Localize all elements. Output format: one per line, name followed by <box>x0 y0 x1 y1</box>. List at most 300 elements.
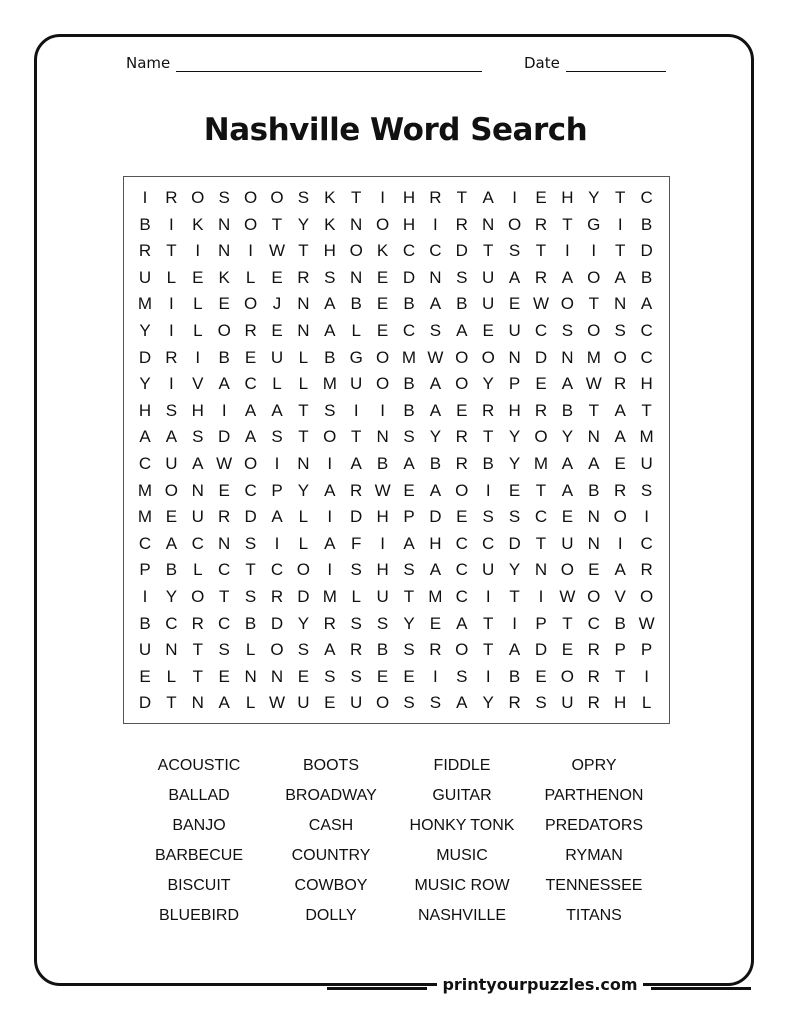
grid-letter[interactable]: P <box>535 613 547 633</box>
grid-letter[interactable]: D <box>138 347 152 367</box>
grid-letter[interactable]: E <box>218 294 230 314</box>
grid-letter[interactable]: W <box>559 587 576 606</box>
grid-letter[interactable]: C <box>482 533 495 553</box>
grid-letter[interactable]: I <box>485 666 491 686</box>
grid-letter[interactable]: I <box>274 454 280 473</box>
grid-letter[interactable]: S <box>350 560 362 580</box>
grid-letter[interactable]: V <box>192 374 204 394</box>
grid-letter[interactable]: A <box>218 693 230 713</box>
grid-letter[interactable]: R <box>297 267 310 287</box>
grid-letter[interactable]: K <box>376 241 389 261</box>
grid-letter[interactable]: D <box>640 241 653 261</box>
grid-letter[interactable]: O <box>560 560 574 580</box>
grid-letter[interactable]: M <box>137 507 153 527</box>
grid-letter[interactable]: R <box>455 427 468 447</box>
grid-letter[interactable]: E <box>588 560 600 580</box>
grid-letter[interactable]: A <box>271 507 283 527</box>
name-line[interactable] <box>176 59 482 72</box>
grid-letter[interactable]: A <box>324 533 336 553</box>
grid-letter[interactable]: O <box>217 321 231 340</box>
grid-letter[interactable]: B <box>139 214 151 234</box>
grid-letter[interactable]: S <box>429 693 442 713</box>
grid-letter[interactable]: L <box>272 374 282 394</box>
grid-letter[interactable]: D <box>297 587 310 606</box>
grid-letter[interactable]: T <box>614 666 626 686</box>
grid-letter[interactable]: O <box>270 188 284 207</box>
grid-letter[interactable]: H <box>561 188 574 207</box>
grid-letter[interactable]: S <box>614 321 626 340</box>
grid-letter[interactable]: Y <box>139 374 151 394</box>
grid-letter[interactable]: O <box>243 214 258 234</box>
grid-letter[interactable]: S <box>218 188 230 207</box>
grid-letter[interactable]: R <box>534 214 548 234</box>
grid-letter[interactable]: A <box>429 294 442 314</box>
grid-letter[interactable]: I <box>617 533 623 553</box>
grid-letter[interactable]: O <box>270 640 284 660</box>
grid-letter[interactable]: A <box>218 374 230 394</box>
grid-letter[interactable]: L <box>298 507 309 527</box>
grid-letter[interactable]: B <box>244 613 257 633</box>
grid-letter[interactable]: T <box>350 427 362 447</box>
grid-letter[interactable]: I <box>142 188 148 207</box>
grid-letter[interactable]: S <box>535 693 547 713</box>
grid-letter[interactable]: K <box>218 267 230 287</box>
grid-letter[interactable]: I <box>565 241 570 261</box>
grid-letter[interactable]: M <box>137 480 153 500</box>
grid-letter[interactable]: L <box>351 587 361 606</box>
grid-letter[interactable]: E <box>218 480 230 500</box>
grid-letter[interactable]: I <box>380 533 385 553</box>
grid-letter[interactable]: R <box>534 400 548 420</box>
grid-letter[interactable]: C <box>244 374 257 394</box>
grid-letter[interactable]: B <box>139 613 151 633</box>
grid-letter[interactable]: O <box>296 560 310 580</box>
grid-letter[interactable]: S <box>350 666 362 686</box>
grid-letter[interactable]: T <box>588 400 599 420</box>
grid-letter[interactable]: T <box>482 640 494 660</box>
grid-letter[interactable]: Y <box>139 321 151 340</box>
grid-letter[interactable]: N <box>165 640 178 660</box>
grid-letter[interactable]: R <box>270 587 284 606</box>
grid-letter[interactable]: R <box>165 347 178 367</box>
grid-letter[interactable]: T <box>482 241 494 261</box>
grid-letter[interactable]: I <box>221 400 227 420</box>
grid-letter[interactable]: L <box>298 533 309 553</box>
grid-letter[interactable]: T <box>562 214 573 234</box>
grid-letter[interactable]: C <box>455 560 468 580</box>
grid-letter[interactable]: S <box>456 666 468 686</box>
grid-letter[interactable]: C <box>191 533 204 553</box>
grid-letter[interactable]: B <box>456 294 468 314</box>
grid-letter[interactable]: E <box>324 693 336 713</box>
grid-letter[interactable]: Y <box>297 613 310 633</box>
grid-letter[interactable]: I <box>485 480 491 500</box>
grid-letter[interactable]: A <box>614 560 626 580</box>
grid-letter[interactable]: A <box>561 374 574 394</box>
grid-letter[interactable]: U <box>270 347 284 367</box>
grid-letter[interactable]: T <box>350 188 362 207</box>
grid-letter[interactable]: S <box>324 666 336 686</box>
grid-letter[interactable]: U <box>561 693 574 713</box>
grid-letter[interactable]: U <box>482 560 495 580</box>
grid-letter[interactable]: E <box>508 480 521 500</box>
grid-letter[interactable]: S <box>271 427 283 447</box>
grid-letter[interactable]: C <box>218 560 231 580</box>
grid-letter[interactable]: H <box>323 241 336 261</box>
grid-letter[interactable]: O <box>455 374 469 394</box>
grid-letter[interactable]: S <box>218 640 230 660</box>
grid-letter[interactable]: B <box>376 640 389 660</box>
grid-letter[interactable]: T <box>614 188 626 207</box>
grid-letter[interactable]: A <box>244 400 257 420</box>
grid-letter[interactable]: E <box>244 347 257 367</box>
grid-letter[interactable]: T <box>192 666 203 686</box>
grid-letter[interactable]: W <box>216 454 233 473</box>
grid-letter[interactable]: A <box>508 267 521 287</box>
grid-letter[interactable]: A <box>640 294 653 314</box>
grid-letter[interactable]: B <box>218 347 230 367</box>
grid-letter[interactable]: Y <box>508 427 521 447</box>
grid-letter[interactable]: O <box>191 188 205 207</box>
grid-letter[interactable]: I <box>327 507 333 527</box>
grid-letter[interactable]: A <box>588 454 600 473</box>
grid-letter[interactable]: A <box>456 321 468 340</box>
grid-letter[interactable]: K <box>192 214 204 234</box>
grid-letter[interactable]: O <box>639 587 654 606</box>
grid-letter[interactable]: R <box>508 693 521 713</box>
grid-letter[interactable]: O <box>587 321 601 340</box>
grid-letter[interactable]: B <box>324 347 336 367</box>
grid-letter[interactable]: R <box>429 188 442 207</box>
grid-letter[interactable]: Y <box>297 214 310 234</box>
grid-letter[interactable]: G <box>587 214 601 234</box>
grid-letter[interactable]: R <box>244 321 257 340</box>
grid-letter[interactable]: M <box>533 454 549 473</box>
grid-letter[interactable]: U <box>191 507 204 527</box>
grid-letter[interactable]: R <box>587 666 600 686</box>
grid-letter[interactable]: N <box>587 533 600 553</box>
grid-letter[interactable]: B <box>403 374 415 394</box>
grid-letter[interactable]: S <box>244 587 257 606</box>
grid-letter[interactable]: E <box>561 640 574 660</box>
grid-letter[interactable]: D <box>429 507 442 527</box>
grid-letter[interactable]: S <box>297 640 310 660</box>
grid-letter[interactable]: N <box>561 347 574 367</box>
grid-letter[interactable]: A <box>192 454 204 473</box>
grid-letter[interactable]: H <box>402 188 416 207</box>
grid-letter[interactable]: E <box>614 454 626 473</box>
grid-letter[interactable]: R <box>350 480 363 500</box>
grid-letter[interactable]: A <box>561 480 574 500</box>
grid-letter[interactable]: A <box>456 693 468 713</box>
grid-letter[interactable]: N <box>218 214 231 234</box>
grid-letter[interactable]: H <box>376 507 389 527</box>
grid-letter[interactable]: E <box>165 507 178 527</box>
grid-letter[interactable]: Y <box>165 587 178 606</box>
grid-letter[interactable]: Y <box>297 480 310 500</box>
grid-letter[interactable]: J <box>272 294 282 314</box>
grid-letter[interactable]: N <box>350 214 363 234</box>
grid-letter[interactable]: P <box>640 640 653 660</box>
grid-letter[interactable]: A <box>456 613 468 633</box>
grid-letter[interactable]: N <box>297 294 310 314</box>
grid-letter[interactable]: W <box>585 374 602 394</box>
grid-letter[interactable]: E <box>403 666 415 686</box>
grid-letter[interactable]: O <box>534 427 548 447</box>
grid-letter[interactable]: T <box>562 613 573 633</box>
grid-letter[interactable]: O <box>375 374 390 394</box>
grid-letter[interactable]: I <box>248 241 253 261</box>
grid-letter[interactable]: C <box>587 613 600 633</box>
grid-letter[interactable]: I <box>433 214 438 234</box>
grid-letter[interactable]: I <box>142 587 148 606</box>
grid-letter[interactable]: C <box>270 560 284 580</box>
grid-letter[interactable]: D <box>138 693 152 713</box>
grid-letter[interactable]: M <box>137 294 153 314</box>
grid-letter[interactable]: T <box>509 587 520 606</box>
grid-letter[interactable]: I <box>591 241 597 261</box>
grid-letter[interactable]: U <box>138 640 152 660</box>
grid-letter[interactable]: S <box>640 480 653 500</box>
grid-letter[interactable]: C <box>455 533 468 553</box>
grid-letter[interactable]: S <box>297 188 310 207</box>
grid-letter[interactable]: T <box>403 587 415 606</box>
grid-letter[interactable]: R <box>614 480 627 500</box>
grid-letter[interactable]: D <box>244 507 257 527</box>
grid-letter[interactable]: O <box>164 480 178 500</box>
grid-letter[interactable]: E <box>535 666 547 686</box>
grid-letter[interactable]: S <box>192 427 204 447</box>
grid-letter[interactable]: P <box>271 480 283 500</box>
grid-letter[interactable]: R <box>482 400 495 420</box>
grid-letter[interactable]: W <box>268 241 286 261</box>
grid-letter[interactable]: A <box>139 427 151 447</box>
grid-letter[interactable]: A <box>614 267 626 287</box>
grid-letter[interactable]: L <box>245 267 256 287</box>
grid-letter[interactable]: I <box>195 241 201 261</box>
grid-letter[interactable]: B <box>614 613 626 633</box>
grid-letter[interactable]: O <box>375 693 390 713</box>
grid-letter[interactable]: A <box>165 427 178 447</box>
grid-letter[interactable]: R <box>455 454 468 473</box>
grid-letter[interactable]: W <box>427 347 444 367</box>
grid-letter[interactable]: L <box>166 267 177 287</box>
grid-letter[interactable]: O <box>323 427 337 447</box>
grid-letter[interactable]: C <box>402 321 416 340</box>
grid-letter[interactable]: N <box>376 427 389 447</box>
grid-letter[interactable]: H <box>191 400 204 420</box>
grid-letter[interactable]: Y <box>482 374 494 394</box>
grid-letter[interactable]: L <box>245 693 256 713</box>
grid-letter[interactable]: I <box>512 188 517 207</box>
grid-letter[interactable]: A <box>614 400 626 420</box>
grid-letter[interactable]: C <box>218 613 231 633</box>
grid-letter[interactable]: A <box>508 640 521 660</box>
grid-letter[interactable]: E <box>376 321 389 340</box>
grid-letter[interactable]: A <box>324 321 336 340</box>
grid-letter[interactable]: F <box>350 533 362 553</box>
grid-letter[interactable]: O <box>455 480 469 500</box>
grid-letter[interactable]: A <box>324 640 336 660</box>
grid-letter[interactable]: T <box>641 400 652 420</box>
grid-letter[interactable]: I <box>327 454 333 473</box>
grid-letter[interactable]: E <box>561 507 574 527</box>
grid-letter[interactable]: N <box>191 480 204 500</box>
grid-letter[interactable]: A <box>482 188 494 207</box>
grid-letter[interactable]: E <box>456 400 468 420</box>
grid-letter[interactable]: O <box>191 587 205 606</box>
grid-letter[interactable]: M <box>322 374 337 394</box>
grid-letter[interactable]: S <box>244 533 257 553</box>
grid-letter[interactable]: A <box>403 454 415 473</box>
grid-letter[interactable]: I <box>433 666 438 686</box>
grid-letter[interactable]: B <box>508 666 521 686</box>
grid-letter[interactable]: H <box>640 374 653 394</box>
grid-letter[interactable]: R <box>587 693 600 713</box>
grid-letter[interactable]: N <box>297 321 310 340</box>
grid-letter[interactable]: M <box>322 587 337 606</box>
grid-letter[interactable]: C <box>138 454 152 473</box>
grid-letter[interactable]: P <box>403 507 415 527</box>
grid-letter[interactable]: P <box>614 640 626 660</box>
grid-letter[interactable]: I <box>644 507 649 527</box>
grid-letter[interactable]: D <box>402 267 416 287</box>
grid-letter[interactable]: U <box>508 321 521 340</box>
grid-letter[interactable]: N <box>218 241 231 261</box>
grid-letter[interactable]: T <box>456 188 467 207</box>
grid-letter[interactable]: S <box>482 507 494 527</box>
grid-letter[interactable]: H <box>429 533 442 553</box>
grid-letter[interactable]: A <box>324 480 336 500</box>
grid-letter[interactable]: I <box>169 374 174 394</box>
grid-letter[interactable]: U <box>297 693 310 713</box>
grid-letter[interactable]: E <box>429 613 442 633</box>
grid-letter[interactable]: H <box>402 214 416 234</box>
grid-letter[interactable]: T <box>482 613 494 633</box>
grid-letter[interactable]: S <box>403 560 415 580</box>
grid-letter[interactable]: C <box>534 321 548 340</box>
grid-letter[interactable]: N <box>350 267 363 287</box>
grid-letter[interactable]: S <box>324 267 336 287</box>
grid-letter[interactable]: E <box>403 480 415 500</box>
grid-letter[interactable]: Y <box>403 613 415 633</box>
grid-letter[interactable]: C <box>429 241 442 261</box>
grid-letter[interactable]: A <box>561 267 574 287</box>
grid-letter[interactable]: T <box>298 400 309 420</box>
grid-letter[interactable]: T <box>298 427 309 447</box>
grid-letter[interactable]: N <box>587 427 600 447</box>
grid-letter[interactable]: N <box>429 267 442 287</box>
grid-letter[interactable]: P <box>508 374 521 394</box>
grid-letter[interactable]: E <box>456 507 468 527</box>
grid-letter[interactable]: N <box>508 347 521 367</box>
grid-letter[interactable]: C <box>640 188 653 207</box>
grid-letter[interactable]: S <box>403 693 415 713</box>
grid-letter[interactable]: D <box>455 241 468 261</box>
grid-letter[interactable]: R <box>587 640 600 660</box>
grid-letter[interactable]: I <box>380 188 385 207</box>
grid-letter[interactable]: W <box>268 693 286 713</box>
grid-letter[interactable]: S <box>350 613 362 633</box>
grid-letter[interactable]: U <box>482 267 495 287</box>
grid-letter[interactable]: O <box>349 241 363 261</box>
grid-letter[interactable]: B <box>482 454 494 473</box>
grid-letter[interactable]: A <box>614 427 626 447</box>
grid-letter[interactable]: K <box>324 188 336 207</box>
grid-letter[interactable]: L <box>193 321 203 340</box>
grid-letter[interactable]: O <box>375 347 390 367</box>
grid-letter[interactable]: K <box>324 214 336 234</box>
grid-letter[interactable]: N <box>614 294 627 314</box>
grid-letter[interactable]: E <box>192 267 204 287</box>
grid-letter[interactable]: C <box>640 347 653 367</box>
grid-letter[interactable]: E <box>535 188 547 207</box>
grid-letter[interactable]: B <box>640 267 653 287</box>
grid-letter[interactable]: C <box>640 321 653 340</box>
grid-letter[interactable]: N <box>218 533 231 553</box>
grid-letter[interactable]: O <box>481 347 495 367</box>
grid-letter[interactable]: O <box>455 640 469 660</box>
grid-letter[interactable]: M <box>401 347 417 367</box>
grid-letter[interactable]: T <box>298 241 309 261</box>
grid-letter[interactable]: Y <box>508 454 521 473</box>
grid-letter[interactable]: H <box>138 400 152 420</box>
grid-letter[interactable]: N <box>270 666 284 686</box>
grid-letter[interactable]: R <box>429 640 442 660</box>
grid-letter[interactable]: A <box>429 560 442 580</box>
grid-letter[interactable]: N <box>191 693 204 713</box>
grid-letter[interactable]: I <box>485 587 491 606</box>
grid-letter[interactable]: O <box>613 507 627 527</box>
grid-letter[interactable]: O <box>587 267 601 287</box>
grid-letter[interactable]: R <box>138 241 152 261</box>
grid-letter[interactable]: C <box>534 507 548 527</box>
grid-letter[interactable]: I <box>512 613 517 633</box>
grid-letter[interactable]: S <box>508 507 521 527</box>
grid-letter[interactable]: A <box>429 374 442 394</box>
grid-letter[interactable]: E <box>271 267 283 287</box>
grid-letter[interactable]: B <box>403 400 415 420</box>
grid-letter[interactable]: A <box>271 400 283 420</box>
grid-letter[interactable]: O <box>560 294 574 314</box>
grid-letter[interactable]: V <box>614 587 626 606</box>
grid-letter[interactable]: N <box>482 214 495 234</box>
grid-letter[interactable]: N <box>297 454 310 473</box>
grid-letter[interactable]: D <box>534 640 548 660</box>
grid-letter[interactable]: O <box>243 294 258 314</box>
grid-letter[interactable]: S <box>429 321 442 340</box>
grid-letter[interactable]: R <box>614 374 627 394</box>
grid-letter[interactable]: Y <box>508 560 521 580</box>
grid-letter[interactable]: W <box>374 480 391 500</box>
grid-letter[interactable]: R <box>455 214 468 234</box>
grid-letter[interactable]: B <box>403 294 415 314</box>
grid-letter[interactable]: T <box>166 241 177 261</box>
grid-letter[interactable]: B <box>350 294 362 314</box>
grid-letter[interactable]: U <box>350 374 363 394</box>
grid-letter[interactable]: C <box>455 587 468 606</box>
grid-letter[interactable]: S <box>165 400 178 420</box>
grid-letter[interactable]: Y <box>482 693 494 713</box>
grid-letter[interactable]: I <box>617 214 623 234</box>
grid-letter[interactable]: O <box>243 188 258 207</box>
grid-letter[interactable]: T <box>192 640 203 660</box>
grid-letter[interactable]: W <box>532 294 550 314</box>
grid-letter[interactable]: O <box>587 587 601 606</box>
grid-letter[interactable]: H <box>614 693 627 713</box>
grid-letter[interactable]: I <box>274 533 280 553</box>
grid-letter[interactable]: R <box>218 507 231 527</box>
